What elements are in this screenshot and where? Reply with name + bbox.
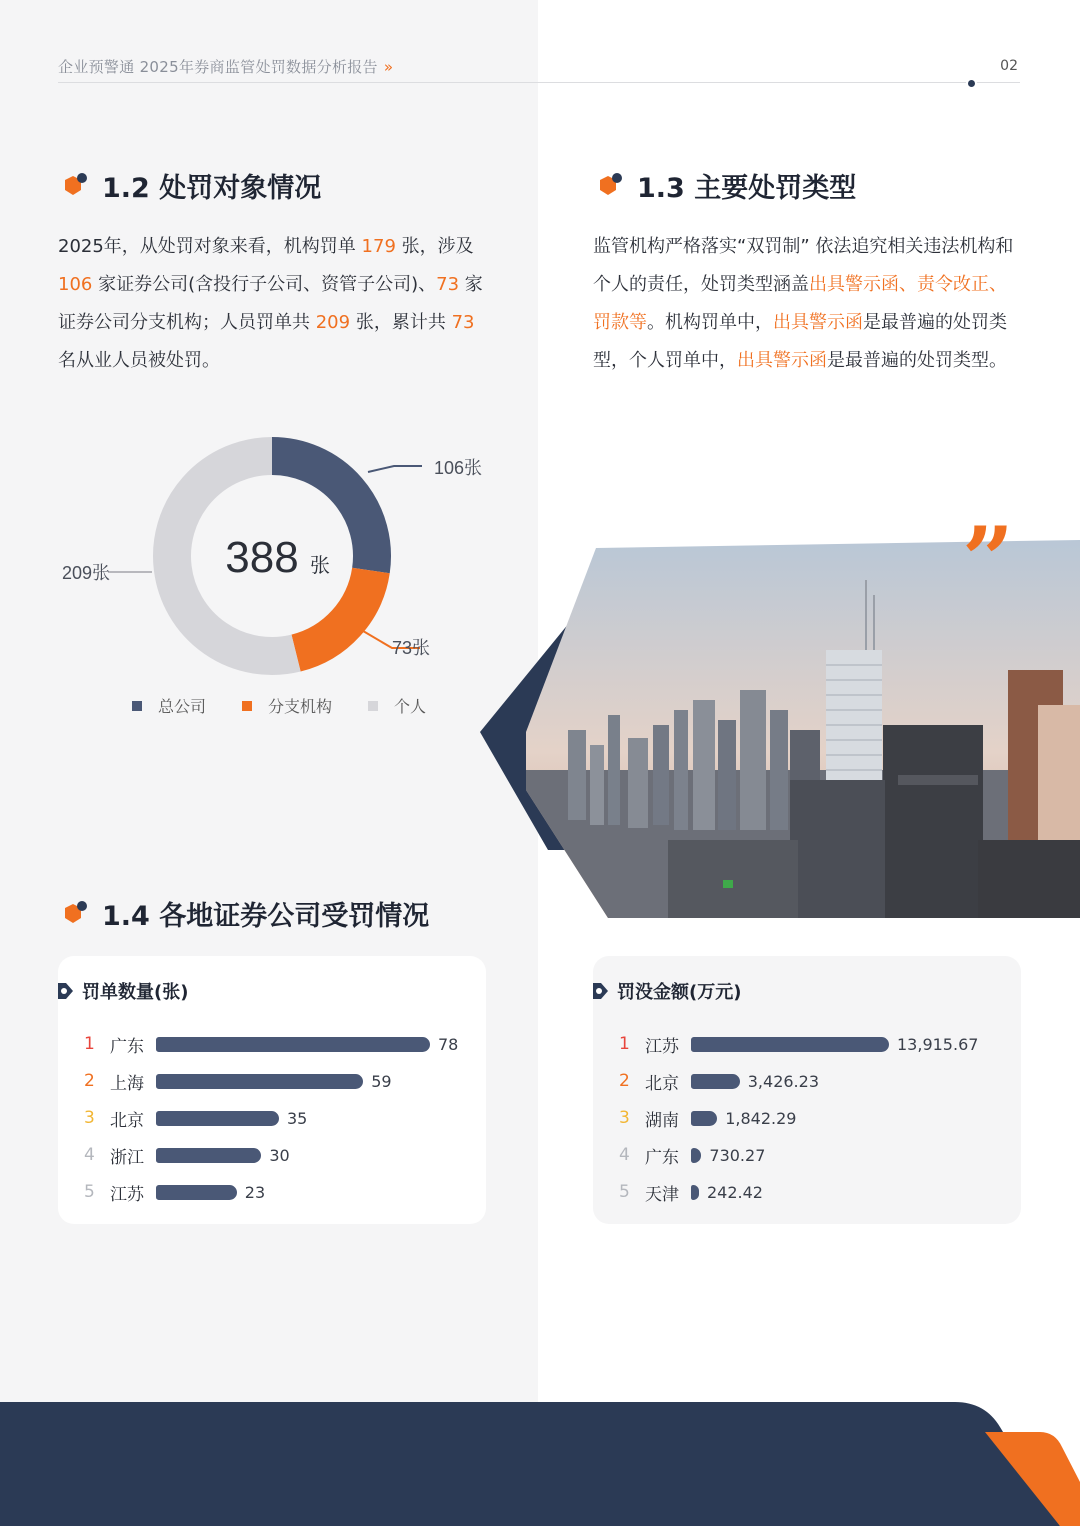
section-1-3-title (595, 166, 856, 205)
para-text: 是最普遍的处罚类型，个人罚单中， (593, 312, 1007, 371)
donut-svg (58, 430, 498, 690)
legend-label: 总公司 (158, 697, 207, 716)
rank-category-label: 上海 (110, 1073, 144, 1094)
donut-legend (132, 694, 462, 717)
slice-data-label: 209张 (61, 563, 110, 583)
highlight-text: 出具警示函 (773, 312, 863, 333)
para-text: 家证券公司(含投行子公司、资管子公司)、 (98, 274, 437, 295)
legend-item (132, 694, 206, 717)
ranking-card-amount (593, 956, 1021, 1224)
report-title (58, 56, 393, 77)
ranking-row (619, 1106, 796, 1130)
slice-leader-line (368, 466, 422, 472)
section-1-2-title-text: 1.2 处罚对象情况 (102, 173, 322, 204)
play-tag-icon (58, 981, 74, 1001)
rank-bar (156, 1148, 261, 1163)
rank-category-label: 天津 (645, 1184, 679, 1205)
highlight-value: 73 (436, 274, 460, 295)
ranking-row (619, 1032, 978, 1056)
legend-item (242, 694, 332, 717)
rank-value-label: 78 (438, 1034, 459, 1054)
footer-band (0, 1402, 1080, 1526)
para-text: 张，累计共 (355, 312, 446, 333)
slice-data-label: 106张 (434, 458, 483, 478)
rank-bar (156, 1111, 279, 1126)
ranking-row (619, 1143, 765, 1167)
section-1-4-title-text: 1.4 各地证券公司受罚情况 (102, 901, 430, 932)
rank-number: 5 (84, 1182, 95, 1202)
page-header (58, 56, 1020, 86)
rank-bar (691, 1074, 740, 1089)
legend-label: 分支机构 (268, 697, 333, 716)
legend-swatch (242, 701, 252, 711)
rank-value-label: 59 (371, 1071, 392, 1091)
donut-center-value: 388 (225, 533, 299, 582)
rank-category-label: 北京 (110, 1110, 144, 1131)
rank-number: 4 (84, 1145, 95, 1165)
para-text: 。机构罚单中， (647, 312, 773, 333)
rank-bar (691, 1037, 889, 1052)
rank-value-label: 23 (244, 1182, 266, 1202)
highlight-value: 106 (58, 274, 93, 295)
para-text: 监管机构严格落实“双罚制” 依法追究相关违法机构和个人的责任，处罚类型涵盖 (593, 236, 1014, 295)
rank-number: 4 (619, 1145, 630, 1165)
section-1-3-title-text: 1.3 主要处罚类型 (637, 173, 857, 204)
para-text: 2025年，从处罚对象来看，机构罚单 (58, 236, 356, 257)
hexagon-bullet-icon (595, 172, 623, 200)
rank-category-label: 北京 (645, 1073, 679, 1094)
rank-category-label: 湖南 (645, 1110, 679, 1131)
highlight-value: 73 (451, 312, 475, 333)
para-text: 是最普遍的处罚类型。 (827, 350, 1007, 371)
ranking-row (84, 1143, 290, 1167)
highlight-value: 179 (361, 236, 396, 257)
header-divider (58, 82, 1020, 83)
para-text: 张，涉及 (401, 236, 474, 257)
para-text: 名从业人员被处罚。 (58, 350, 220, 371)
rank-number: 5 (619, 1182, 630, 1202)
rank-number: 3 (84, 1108, 95, 1128)
ranking-row (84, 1106, 307, 1130)
rank-bar (156, 1185, 237, 1200)
para-text: 家证券公司分支机构；人员罚单共 (58, 274, 483, 333)
rank-value-label: 13,915.67 (897, 1034, 979, 1054)
rank-value-label: 35 (286, 1108, 308, 1128)
section-1-2-title (60, 166, 321, 205)
legend-swatch (368, 701, 378, 711)
rank-bar (156, 1074, 363, 1089)
rank-bar (691, 1111, 717, 1126)
double-chevron-icon: » (383, 58, 394, 76)
ranking-row (84, 1180, 265, 1204)
donut-chart (58, 430, 498, 730)
hexagon-bullet-icon (60, 172, 88, 200)
highlight-text: 出具警示函 (737, 350, 827, 371)
legend-item (368, 694, 426, 717)
section-1-3-paragraph (593, 228, 1021, 380)
rank-category-label: 江苏 (110, 1184, 144, 1205)
quote-mark-icon: ” (962, 507, 1014, 613)
divider-dot-icon (966, 78, 977, 89)
rank-number: 2 (84, 1071, 95, 1091)
card-title-text: 罚单数量(张) (82, 982, 189, 1003)
rank-value-label: 242.42 (707, 1182, 763, 1202)
slice-data-label: 73张 (392, 638, 431, 658)
ranking-card-count (58, 956, 486, 1224)
card-title (58, 978, 188, 1004)
rank-number: 1 (84, 1034, 95, 1054)
ranking-row (619, 1180, 763, 1204)
highlight-value: 209 (315, 312, 351, 333)
donut-center-unit: 张 (310, 553, 330, 577)
play-tag-icon (593, 981, 609, 1001)
rank-category-label: 广东 (110, 1036, 144, 1057)
rank-number: 1 (619, 1034, 630, 1054)
highlight-text: 出具警示函、责令改正、罚款等 (593, 274, 1007, 333)
donut-slice-2 (296, 571, 371, 654)
rank-value-label: 3,426.23 (747, 1071, 819, 1091)
ranking-row (619, 1069, 819, 1093)
rank-bar (691, 1148, 701, 1163)
card-title (593, 978, 741, 1004)
ranking-row (84, 1032, 458, 1056)
page-number: 02 (1000, 58, 1018, 74)
ranking-row (84, 1069, 392, 1093)
rank-value-label: 30 (269, 1145, 290, 1165)
rank-bar (156, 1037, 430, 1052)
card-title-text: 罚没金额(万元) (617, 982, 742, 1003)
rank-value-label: 1,842.29 (725, 1108, 797, 1128)
rank-bar (691, 1185, 699, 1200)
legend-label: 个人 (394, 697, 427, 716)
rank-number: 2 (619, 1071, 630, 1091)
section-1-4-title (60, 894, 429, 933)
rank-category-label: 广东 (645, 1147, 679, 1168)
rank-category-label: 浙江 (110, 1147, 144, 1168)
legend-swatch (132, 701, 142, 711)
rank-number: 3 (619, 1108, 630, 1128)
rank-category-label: 江苏 (645, 1036, 679, 1057)
report-title-text: 企业预警通 2025年券商监管处罚数据分析报告 (58, 58, 378, 76)
rank-value-label: 730.27 (709, 1145, 766, 1165)
section-1-2-paragraph (58, 228, 498, 380)
hexagon-bullet-icon (60, 900, 88, 928)
